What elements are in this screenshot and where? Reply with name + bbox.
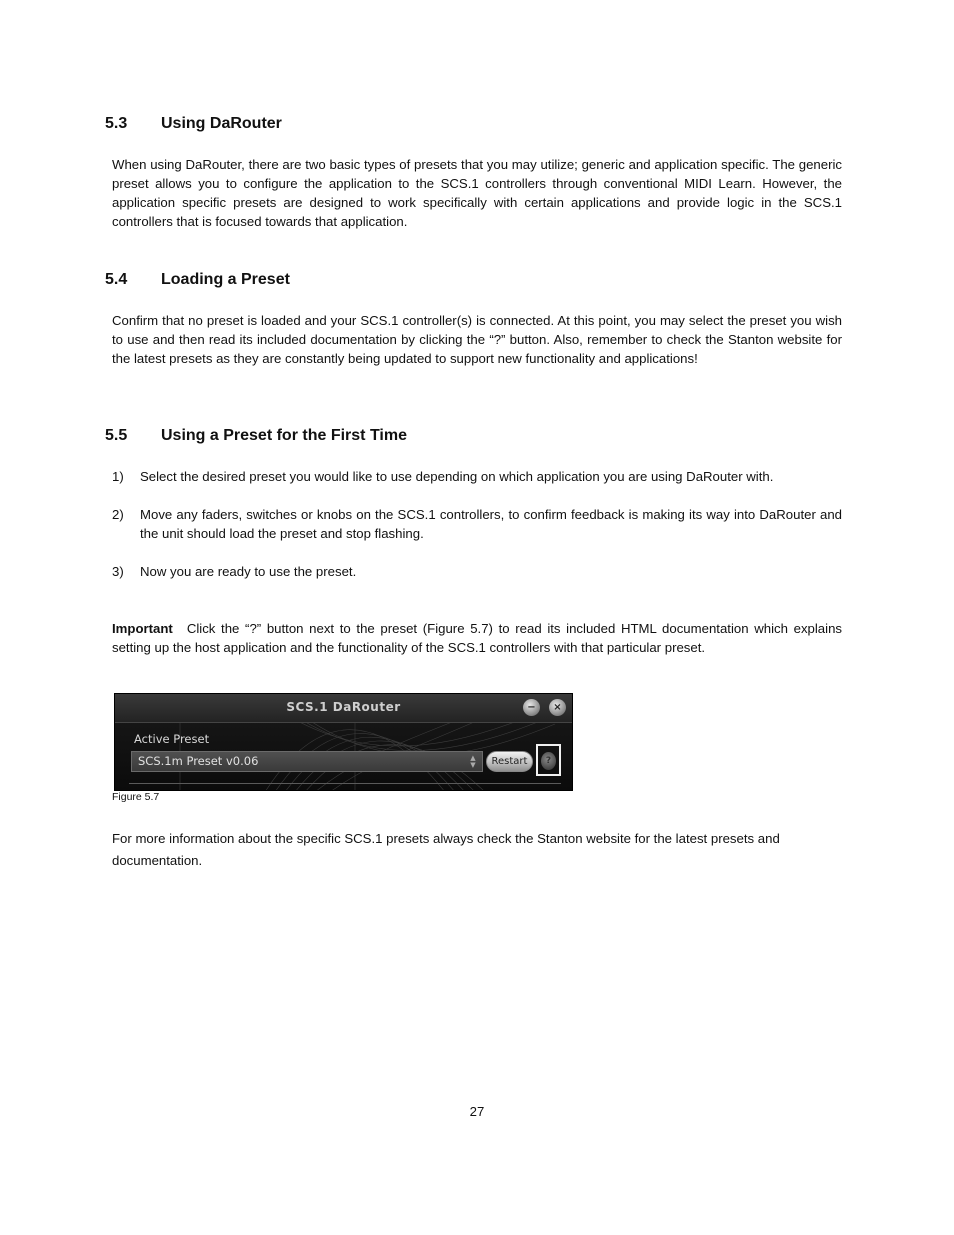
- help-button-highlight: [536, 744, 561, 776]
- divider: [129, 783, 561, 784]
- section-paragraph-5-4: Confirm that no preset is loaded and your SCS.1 controller(s) is connected. At this point, you may select the preset you wish to use and then read its included documentation by clicking the “?” button. Also, remember to check the Stanton website for the latest presets as they are constantly being updated to support new functionality and applications!: [112, 313, 842, 366]
- important-note: [112, 619, 842, 657]
- list-item: [112, 505, 842, 543]
- list-marker: 3): [112, 564, 124, 579]
- important-text: Click the “?” button next to the preset (Figure 5.7) to read its included HTML documentation which explains setting up the host application and the functionality of the SCS.1 controllers with that particular preset.: [112, 621, 842, 655]
- important-label: Important: [112, 621, 173, 636]
- preset-selected-value: SCS.1m Preset v0.06: [138, 754, 259, 768]
- chevron-updown-icon: ▲ ▼: [470, 753, 476, 769]
- section-title: Using a Preset for the First Time: [161, 427, 407, 444]
- section-paragraph-5-3: When using DaRouter, there are two basic types of presets that you may utilize; generic and application specific. The generic preset allows you to configure the application to the SCS.1 controllers through conventional MIDI Learn. However, the application specific presets are designed to work specifically with certain applications and provide logic in the SCS.1 controllers that is focused towards that application.: [112, 157, 842, 229]
- list-text: Move any faders, switches or knobs on the SCS.1 controllers, to confirm feedback is making its way into DaRouter and the unit should load the preset and stop flashing.: [140, 507, 842, 541]
- minimize-icon[interactable]: −: [523, 699, 540, 716]
- list-text: Now you are ready to use the preset.: [140, 564, 357, 579]
- section-heading-5-3: [105, 115, 282, 133]
- active-preset-label: Active Preset: [134, 732, 210, 746]
- figure-caption: Figure 5.7: [112, 791, 160, 803]
- section-heading-5-5: [105, 427, 407, 445]
- close-icon[interactable]: ×: [549, 699, 566, 716]
- section-number: 5.4: [105, 271, 128, 288]
- darouter-window: [114, 693, 573, 791]
- list-marker: 2): [112, 507, 124, 522]
- section-title: Using DaRouter: [161, 115, 282, 132]
- closing-paragraph: For more information about the specific SCS.1 presets always check the Stanton website for the latest presets and documentation.: [112, 831, 780, 868]
- title-bar[interactable]: [115, 694, 572, 723]
- help-button[interactable]: ?: [541, 752, 556, 770]
- section-number: 5.5: [105, 427, 128, 444]
- section-number: 5.3: [105, 115, 128, 132]
- list-item: [112, 562, 842, 581]
- preset-dropdown[interactable]: [131, 751, 483, 772]
- list-text: Select the desired preset you would like to use depending on which application you are using DaRouter with.: [140, 469, 774, 484]
- restart-button[interactable]: Restart: [486, 751, 533, 772]
- window-title: SCS.1 DaRouter: [286, 700, 401, 714]
- section-title: Loading a Preset: [161, 271, 290, 288]
- list-marker: 1): [112, 469, 124, 484]
- section-heading-5-4: [105, 271, 290, 289]
- list-item: [112, 467, 842, 486]
- page-number: 27: [469, 1104, 485, 1119]
